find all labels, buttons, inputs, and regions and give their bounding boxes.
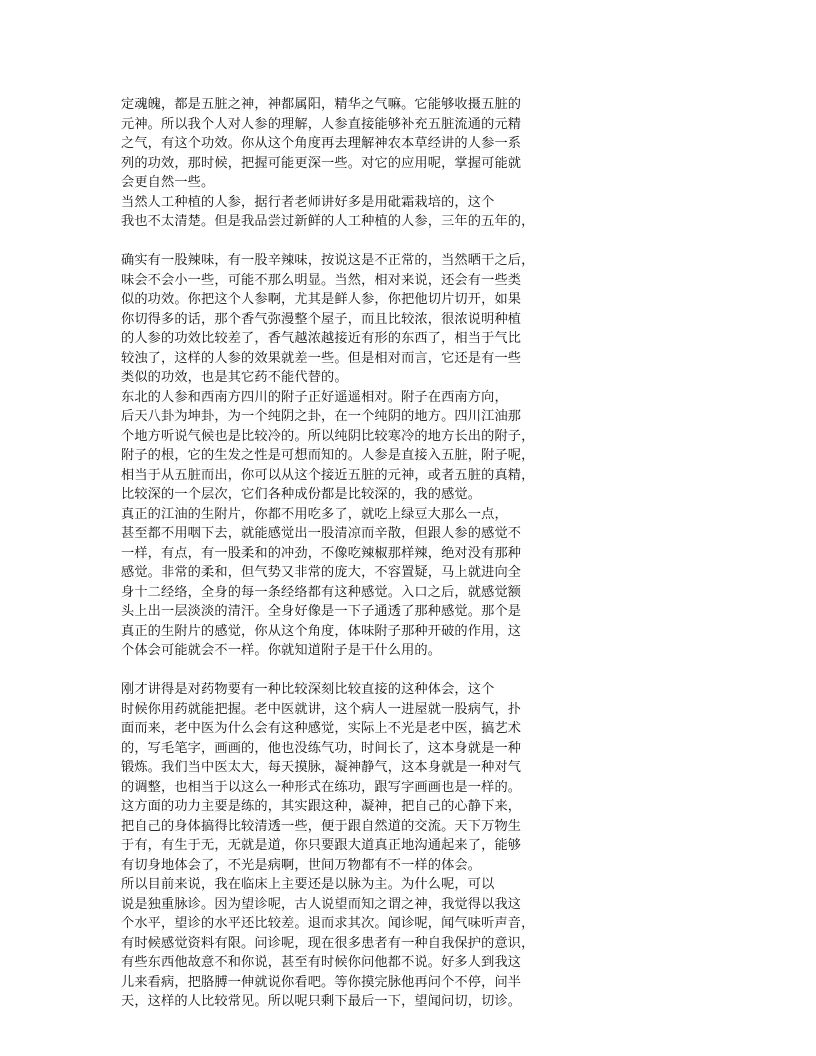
text-line: 似的功效。你把这个人参啊，尤其是鲜人参，你把他切片切开，如果: [121, 292, 522, 307]
paragraph: [121, 505, 561, 661]
paragraph: [121, 251, 561, 388]
paragraph: [121, 875, 561, 1012]
text-line: 甚至都不用咽下去，就能感觉出一股清凉而辛散，但跟人参的感觉不: [121, 526, 522, 541]
text-line: 有切身地体会了，不光是病啊，世间万物都有不一样的体会。: [121, 857, 482, 873]
text-line: 所以目前来说，我在临床上主要还是以脉为主。为什么呢，可以: [121, 877, 495, 892]
text-line: 会更自然一些。: [121, 175, 215, 190]
text-line: 味会不会小一些，可能不那么明显。当然，相对来说，还会有一些类: [121, 272, 522, 288]
text-line: 感觉。非常的柔和，但气势又非常的庞大，不容置疑，马上就进向全: [121, 565, 522, 580]
text-line: 东北的人参和西南方四川的附子正好遥遥相对。附子在西南方向，: [121, 389, 508, 405]
text-line: 身十二经络，全身的每一条经络都有这种感觉。入口之后，就感觉额: [121, 584, 522, 600]
text-line: 定魂魄，都是五脏之神，神都属阳，精华之气嘛。它能够收摄五脏的: [121, 97, 522, 112]
paragraph-spacer: [121, 232, 561, 252]
text-line: 较浊了，这样的人参的效果就差一些。但是相对而言，它还是有一些: [121, 350, 522, 366]
paragraph-spacer: [121, 661, 561, 681]
text-line: 你切得多的话，那个香气弥漫整个屋子，而且比较浓，很浓说明种植: [121, 311, 522, 327]
text-line: 比较深的一个层次，它们各种成份都是比较深的，我的感觉。: [121, 487, 482, 502]
document-body: [121, 95, 561, 1012]
text-line: 刚才讲得是对药物要有一种比较深刻比较直接的这种体会，这个: [121, 682, 495, 697]
paragraph: [121, 193, 561, 232]
text-line: 时候你用药就能把握。老中医就讲，这个病人一进屋就一股病气，扑: [121, 701, 522, 717]
text-line: 锻炼。我们当中医太大，每天摸脉，凝神静气，这本身就是一种对气: [121, 760, 522, 775]
text-line: 儿来看病，把胳膊一伸就说你看吧。等你摸完脉他再问个不停，问半: [121, 974, 522, 990]
text-line: 有些东西他故意不和你说，甚至有时候你问他都不说。好多人到我这: [121, 955, 522, 970]
text-line: 个体会可能就会不一样。你就知道附子是干什么用的。: [121, 643, 442, 658]
text-line: 附子的根，它的生发之性是可想而知的。人参是直接入五脏，附子呢，: [121, 448, 535, 463]
text-line: 真正的生附片的感觉，你从这个角度，体味附子那种开破的作用，这: [121, 623, 522, 639]
text-line: 个水平，望诊的水平还比较差。退而求其次。闻诊呢，闻气味听声音，: [121, 916, 535, 931]
paragraph: [121, 680, 561, 875]
text-line: 有时候感觉资料有限。问诊呢，现在很多患者有一种自我保护的意识，: [121, 935, 535, 951]
text-line: 一样，有点，有一股柔和的冲劲，不像吃辣椒那样辣，绝对没有那种: [121, 545, 522, 561]
text-line: 的，写毛笔字，画画的，他也没练气功，时间长了，这本身就是一种: [121, 740, 522, 756]
text-line: 说是独重脉诊。因为望诊呢，古人说望而知之谓之神，我觉得以我这: [121, 896, 522, 912]
text-line: 确实有一股辣味，有一股辛辣味，按说这是不正常的，当然晒干之后，: [121, 253, 535, 268]
paragraph: [121, 95, 561, 193]
paragraph: [121, 388, 561, 505]
text-line: 把自己的身体搞得比较清透一些，便于跟自然道的交流。天下万物生: [121, 818, 522, 834]
text-line: 后天八卦为坤卦，为一个纯阴之卦，在一个纯阴的地方。四川江油那: [121, 409, 522, 424]
text-line: 元神。所以我个人对人参的理解，人参直接能够补充五脏流通的元精: [121, 116, 522, 132]
text-line: 类似的功效，也是其它药不能代替的。: [121, 370, 348, 385]
text-line: 真正的江油的生附片，你都不用吃多了，就吃上绿豆大那么一点，: [121, 506, 508, 522]
text-line: 这方面的功力主要是练的，其实跟这种，凝神，把自己的心静下来，: [121, 799, 522, 814]
text-line: 列的功效，那时候，把握可能更深一些。对它的应用呢，掌握可能就: [121, 155, 522, 171]
text-line: 之气，有这个功效。你从这个角度再去理解神农本草经讲的人参一系: [121, 136, 522, 151]
text-line: 于有，有生于无，无就是道，你只要跟大道真正地沟通起来了，能够: [121, 838, 522, 853]
text-line: 天，这样的人比较常见。所以呢只剩下最后一下，望闻问切，切诊。: [121, 994, 522, 1009]
text-line: 相当于从五脏而出，你可以从这个接近五脏的元神，或者五脏的真精，: [121, 467, 535, 483]
text-line: 的调整，也相当于以这么一种形式在练功，跟写字画画也是一样的。: [121, 779, 522, 795]
text-line: 我也不太清楚。但是我品尝过新鲜的人工种植的人参，三年的五年的，: [121, 214, 535, 229]
text-line: 头上出一层淡淡的清汗。全身好像是一下子通透了那种感觉。那个是: [121, 604, 522, 619]
text-line: 当然人工种植的人参，据行者老师讲好多是用砒霜栽培的，这个: [121, 194, 495, 210]
text-line: 面而来，老中医为什么会有这种感觉，实际上不光是老中医，搞艺术: [121, 721, 522, 736]
text-line: 个地方听说气候也是比较冷的。所以纯阴比较寒冷的地方长出的附子，: [121, 428, 535, 444]
text-line: 的人参的功效比较差了，香气越浓越接近有形的东西了，相当于气比: [121, 331, 522, 346]
